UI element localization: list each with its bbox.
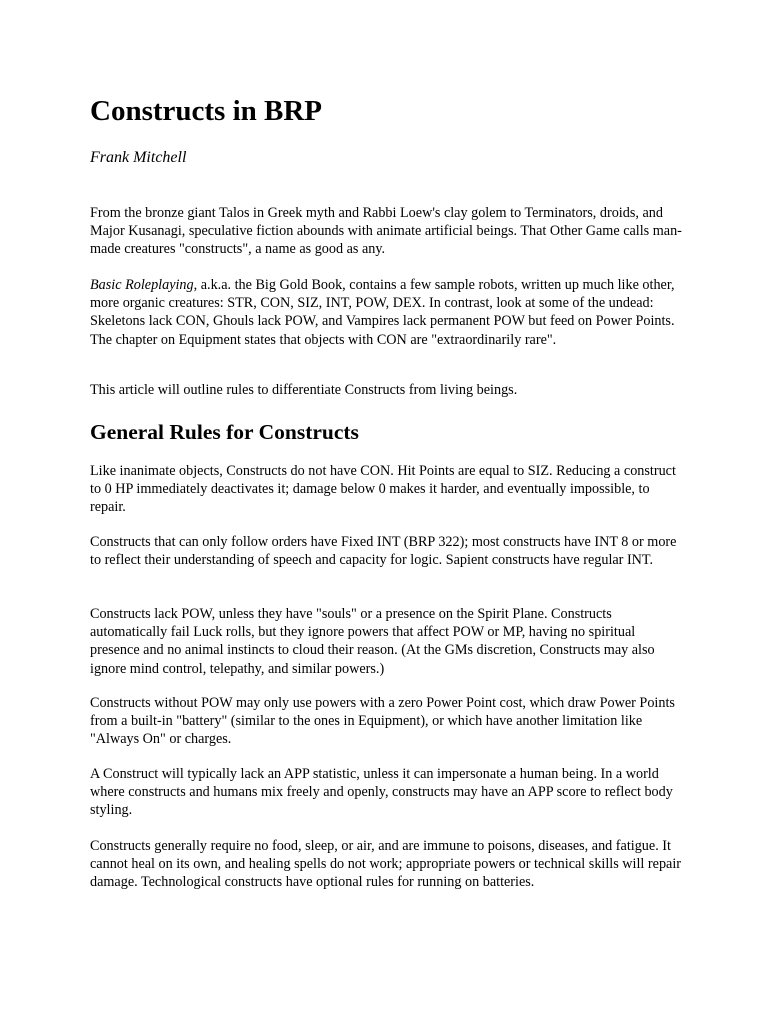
rules-paragraph-2: Constructs that can only follow orders have Fixed INT (BRP 322); most constructs have INT 8 or more to reflect their understanding of speech and capacity for logic. Sapient constructs have regular INT. [90, 534, 677, 569]
rules-paragraph-4: Constructs without POW may only use powers with a zero Power Point cost, which draw Power Points from a built-in "battery" (similar to the ones in Equipment), or which have another limitation like "Always On" or charges. [90, 695, 675, 748]
section-heading: General Rules for Constructs [90, 420, 359, 444]
intro-paragraph-3: This article will outline rules to differentiate Constructs from living beings. [90, 382, 518, 398]
book-title-italic: Basic Roleplaying [90, 277, 194, 293]
intro-paragraph-2 [90, 276, 682, 349]
rules-paragraph-3: Constructs lack POW, unless they have "souls" or a presence on the Spirit Plane. Constructs automatically fail Luck rolls, but they ignore powers that affect POW or MP, having no spiritual presence and no animal instincts to cloud their reason. (At the GMs discretion, Constructs may also ignore mind control, telepathy, and similar powers.) [90, 606, 655, 677]
author-byline: Frank Mitchell [90, 149, 187, 166]
rules-paragraph-1: Like inanimate objects, Constructs do not have CON. Hit Points are equal to SIZ. Reducing a construct to 0 HP immediately deactivates it; damage below 0 makes it harder, and eventually impossible, to repair. [90, 463, 676, 516]
rules-paragraph-5: A Construct will typically lack an APP statistic, unless it can impersonate a human being. In a world where constructs and humans mix freely and openly, constructs may have an APP score to reflect body styling. [90, 766, 673, 819]
page-title: Constructs in BRP [90, 95, 323, 127]
rules-paragraph-6: Constructs generally require no food, sleep, or air, and are immune to poisons, diseases, and fatigue. It cannot heal on its own, and healing spells do not work; appropriate powers or technical skills will repair damage. Technological constructs have optional rules for running on batteries. [90, 838, 681, 891]
intro-paragraph-2-text: , a.k.a. the Big Gold Book, contains a few sample robots, written up much like other, more organic creatures: STR, CON, SIZ, INT, POW, DEX. In contrast, look at some of the undead: Skeletons lack CON, Ghouls lack POW, and Vampires lack permanent POW but feed on Power Points. The chapter on Equipment states that objects with CON are "extraordinarily rare". [90, 277, 675, 348]
intro-paragraph-1: From the bronze giant Talos in Greek myth and Rabbi Loew's clay golem to Terminators, droids, and Major Kusanagi, speculative fiction abounds with animate artificial beings. That Other Game calls man-made creatures "constructs", a name as good as any. [90, 205, 682, 258]
